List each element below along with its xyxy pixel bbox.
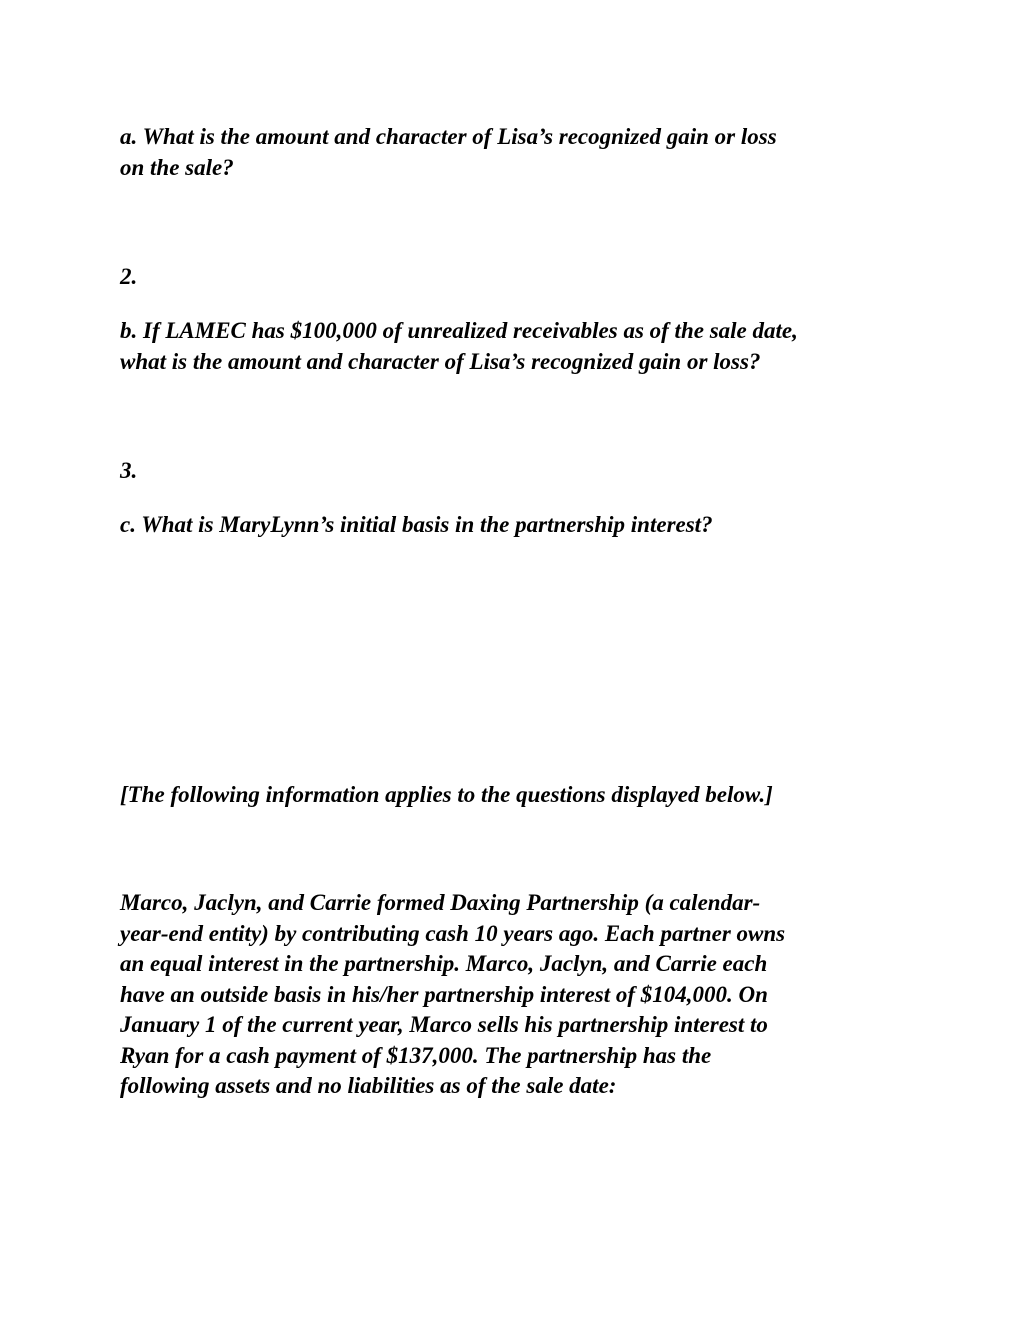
question-c-text: c. What is MaryLynn’s initial basis in the partnership interest? (120, 512, 713, 537)
question-number-3: 3. (120, 458, 138, 483)
question-number-2: 2. (120, 264, 138, 289)
question-b-text: b. If LAMEC has $100,000 of unrealized receivables as of the sale date, what is the amount and character of Lisa’s recognized gain or loss? (120, 318, 798, 374)
question-a-text: a. What is the amount and character of Lisa’s recognized gain or loss on the sale? (120, 124, 777, 180)
info-note: [The following information applies to the questions displayed below.] (120, 782, 773, 807)
scenario-paragraph: Marco, Jaclyn, and Carrie formed Daxing Partnership (a calendar- year-end entity) by contributing cash 10 years ago. Each partner owns an equal interest in the partnership. Marco, Jaclyn, and Carrie each have an outside basis in his/her partnership interest of $104,000. On January 1 of the current year, Marco sells his partnership interest to Ryan for a cash payment of $137,000. The partnership has the following assets and no liabilities as of the sale date: (120, 890, 786, 1098)
